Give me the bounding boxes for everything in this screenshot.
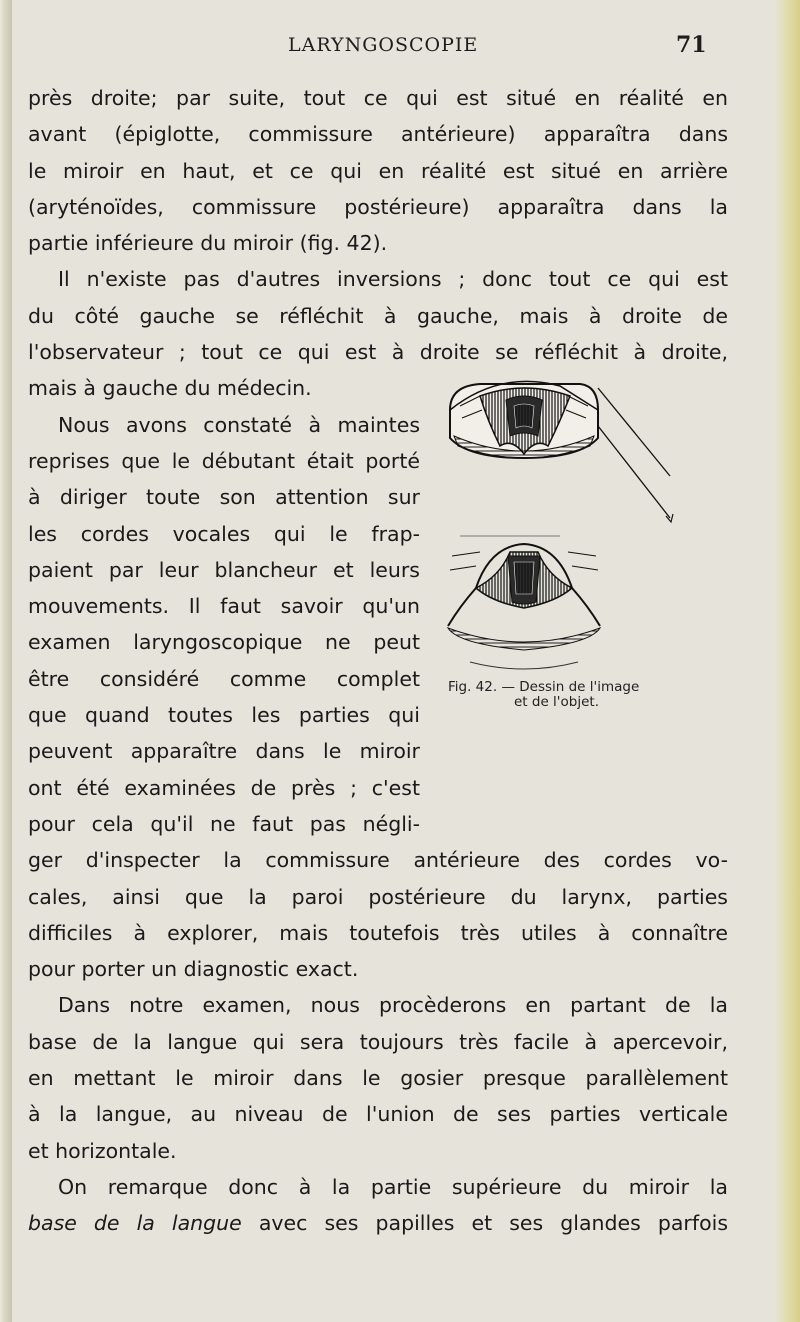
text-line: à la langue, au niveau de l'union de ses parties verticale xyxy=(28,1102,728,1127)
page-gutter xyxy=(0,0,12,1322)
text-line: Nous avons constaté à maintes xyxy=(58,412,420,437)
text-line: reprises que le débutant était porté xyxy=(28,448,420,473)
text-line: (aryténoïdes, commissure postérieure) apparaîtra dans la xyxy=(28,194,728,219)
larynx-drawing xyxy=(440,366,770,686)
figure-caption xyxy=(448,680,778,710)
text-line: difficiles à explorer, mais toutefois très utiles à connaître xyxy=(28,920,728,945)
text-line: à diriger toute son attention sur xyxy=(28,485,420,510)
text-line: l'observateur ; tout ce qui est à droite se réfléchit à droite, xyxy=(28,340,728,365)
text-line: que quand toutes les parties qui xyxy=(28,703,420,728)
text-line: le miroir en haut, et ce qui en réalité est situé en arrière xyxy=(28,158,728,183)
text-line: ont été examinées de près ; c'est xyxy=(28,775,420,800)
text-line: paient par leur blancheur et leurs xyxy=(28,557,420,582)
text-line: base de la langue qui sera toujours très facile à apercevoir, xyxy=(28,1029,728,1054)
text-line: en mettant le miroir dans le gosier presque parallèlement xyxy=(28,1066,728,1091)
mirror-image xyxy=(450,381,673,522)
text-line: être considéré comme complet xyxy=(28,666,420,691)
page-number: 71 xyxy=(676,32,707,58)
text-line: près droite; par suite, tout ce qui est situé en réalité en xyxy=(28,86,728,110)
page-header xyxy=(0,34,800,64)
italic-term: base de la langue xyxy=(28,1211,242,1236)
text-line: avant (épiglotte, commissure antérieure) apparaîtra dans xyxy=(28,122,728,147)
text-line: pour cela qu'il ne faut pas négli- xyxy=(28,811,420,836)
caption-line: Fig. 42. — Dessin de l'image xyxy=(448,679,640,695)
figure-42 xyxy=(440,366,770,726)
text-line: Dans notre examen, nous procèderons en partant de la xyxy=(58,993,728,1018)
text-line: mais à gauche du médecin. xyxy=(28,376,312,401)
text-segment: avec ses papilles et ses glandes parfois xyxy=(241,1211,728,1236)
text-line: examen laryngoscopique ne peut xyxy=(28,630,420,655)
text-line: partie inférieure du miroir (fig. 42). xyxy=(28,231,388,256)
text-line xyxy=(28,1205,728,1241)
text-line: et horizontale. xyxy=(28,1138,177,1163)
text-line: On remarque donc à la partie supérieure du miroir la xyxy=(58,1174,728,1199)
text-line: peuvent apparaître dans le miroir xyxy=(28,739,420,764)
text-line: du côté gauche se réfléchit à gauche, mais à droite de xyxy=(28,303,728,328)
text-line: mouvements. Il faut savoir qu'un xyxy=(28,594,420,619)
text-line: les cordes vocales qui le frap- xyxy=(28,521,420,546)
text-line: pour porter un diagnostic exact. xyxy=(28,957,359,982)
text-line: cales, ainsi que la paroi postérieure du larynx, parties xyxy=(28,884,728,909)
caption-line: et de l'objet. xyxy=(514,694,599,710)
object-drawing xyxy=(448,536,600,669)
text-line: Il n'existe pas d'autres inversions ; donc tout ce qui est xyxy=(58,267,728,292)
page-edge xyxy=(774,0,800,1322)
text-line: ger d'inspecter la commissure antérieure des cordes vo- xyxy=(28,848,728,873)
running-title: LARYNGOSCOPIE xyxy=(288,34,479,56)
